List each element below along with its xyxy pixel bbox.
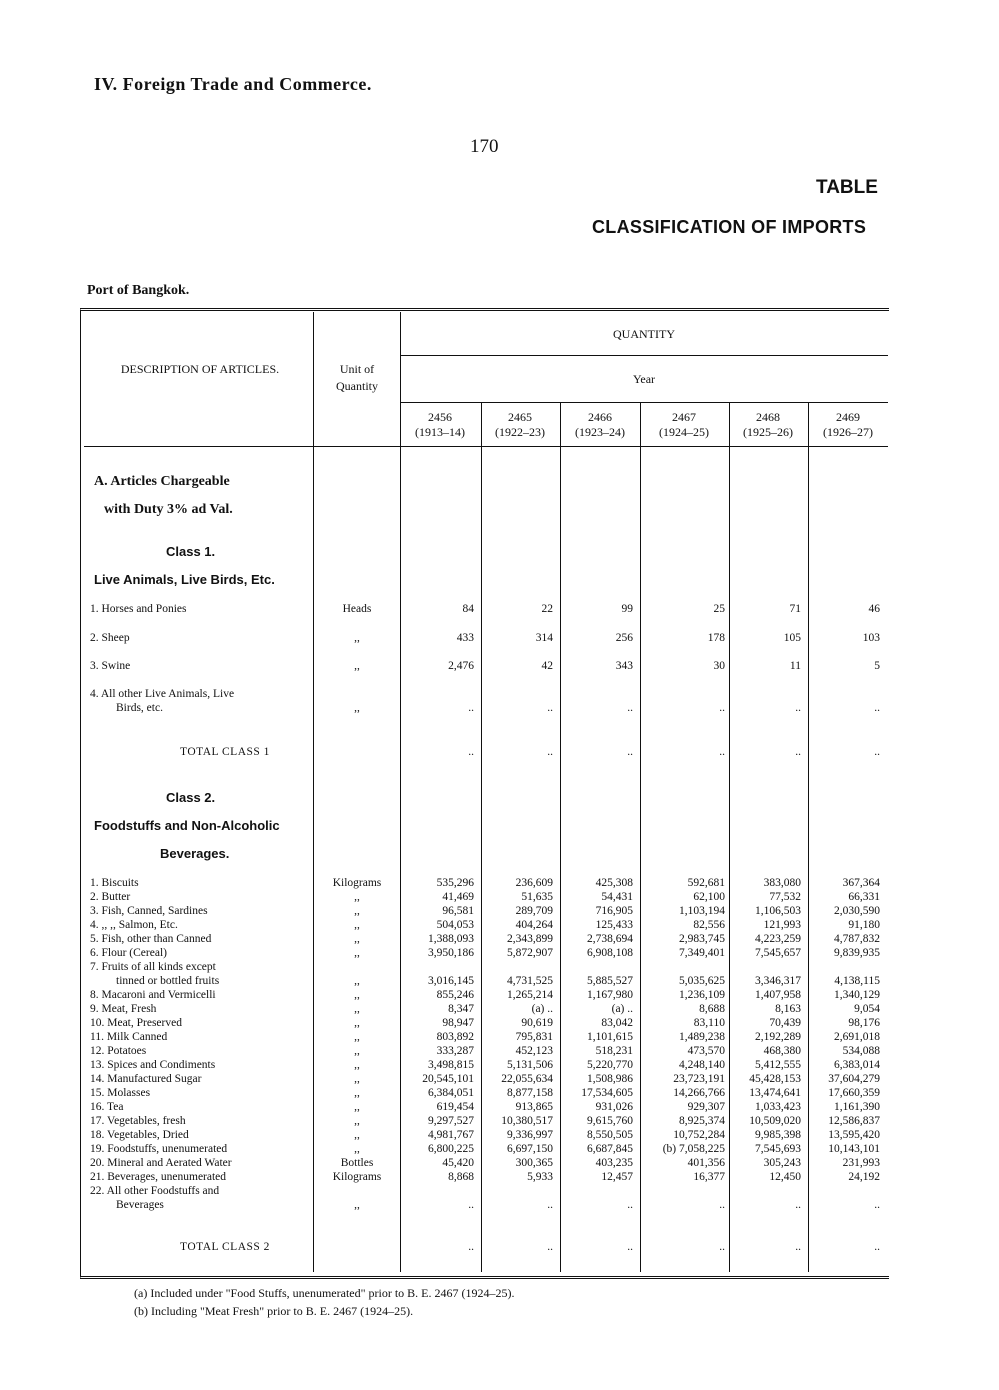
row-value: 367,364 (842, 877, 880, 889)
row-value: 7,545,657 (755, 947, 801, 959)
row-value: 8,347 (448, 1003, 474, 1015)
year-header: Year (632, 372, 656, 386)
row-value: 9,297,527 (428, 1115, 474, 1127)
total-value: .. (547, 1241, 553, 1253)
row-unit: Kilograms (332, 877, 382, 889)
row-unit: Bottles (340, 1157, 374, 1169)
row-value: 305,243 (763, 1157, 801, 1169)
row-value: 22 (541, 603, 553, 615)
year-header-cell (480, 410, 560, 440)
header-rule (400, 402, 888, 403)
row-value: 3,016,145 (428, 975, 474, 987)
row-value: 8,688 (699, 1003, 725, 1015)
row-value: 795,831 (515, 1031, 553, 1043)
row-value: 105 (783, 632, 801, 644)
row-unit: ,, (354, 1115, 360, 1127)
row-unit: ,, (354, 905, 360, 917)
row-value: 5,131,506 (507, 1059, 553, 1071)
row-unit: ,, (354, 947, 360, 959)
row-value: 1,388,093 (428, 933, 474, 945)
row-unit: ,, (354, 660, 360, 672)
row-value: 1,508,986 (587, 1073, 633, 1085)
row-value: 7,349,401 (679, 947, 725, 959)
table-label: TABLE (816, 177, 878, 198)
total-value: .. (795, 746, 801, 758)
year-be: 2467 (672, 410, 696, 424)
column-divider (481, 402, 482, 1272)
column-divider (400, 312, 401, 1272)
row-value: 855,246 (436, 989, 474, 1001)
row-value: 5,933 (527, 1171, 553, 1183)
row-unit: ,, (354, 891, 360, 903)
row-value: 5,885,527 (587, 975, 633, 987)
row-value: 4,981,767 (428, 1129, 474, 1141)
row-value: 2,030,590 (834, 905, 880, 917)
row-value: 99 (621, 603, 633, 615)
row-label-continuation: Birds, etc. (116, 702, 163, 714)
row-unit: ,, (354, 1143, 360, 1155)
row-value: 2,343,899 (507, 933, 553, 945)
class1-title: Class 1. (166, 544, 216, 559)
row-label: 8. Macaroni and Vermicelli (90, 989, 216, 1001)
year-header-cell (644, 410, 724, 440)
row-value: 1,103,194 (679, 905, 725, 917)
year-be: 2456 (428, 410, 452, 424)
row-value: 22,055,634 (501, 1073, 553, 1085)
row-value: 314 (535, 632, 553, 644)
row-value: 236,609 (515, 877, 553, 889)
row-value: .. (468, 1199, 474, 1211)
row-unit: ,, (354, 919, 360, 931)
row-value: 5,035,625 (679, 975, 725, 987)
row-value: 289,709 (515, 905, 553, 917)
year-ad: (1924–25) (659, 425, 709, 439)
row-value: 66,331 (848, 891, 880, 903)
row-value: 42 (541, 660, 553, 672)
row-value: 1,106,503 (755, 905, 801, 917)
row-label-continuation: Beverages (116, 1199, 164, 1211)
row-unit: Heads (342, 603, 372, 615)
row-value: 5,412,555 (755, 1059, 801, 1071)
column-divider (640, 402, 641, 1272)
class1-subtitle: Live Animals, Live Birds, Etc. (94, 572, 275, 587)
row-value: 2,738,694 (587, 933, 633, 945)
total-value: .. (468, 1241, 474, 1253)
quantity-header: QUANTITY (613, 327, 675, 341)
row-value: 8,877,158 (507, 1087, 553, 1099)
row-value: .. (627, 1199, 633, 1211)
row-value: 45,428,153 (749, 1073, 801, 1085)
row-label: 4. All other Live Animals, Live (90, 688, 235, 700)
row-value: 24,192 (848, 1171, 880, 1183)
class2-subtitle-line1: Foodstuffs and Non-Alcoholic (94, 818, 280, 833)
row-label: 7. Fruits of all kinds except (90, 961, 216, 973)
total-label: TOTAL CLASS 2 (180, 1241, 270, 1253)
section-heading: IV. Foreign Trade and Commerce. (94, 74, 372, 94)
row-unit: ,, (354, 1059, 360, 1071)
row-value: 1,167,980 (587, 989, 633, 1001)
row-value: 2,983,745 (679, 933, 725, 945)
row-value: (b) 7,058,225 (662, 1143, 725, 1155)
year-be: 2465 (508, 410, 532, 424)
row-label: 17. Vegetables, fresh (90, 1115, 186, 1127)
row-value: 8,868 (448, 1171, 474, 1183)
total-value: .. (547, 746, 553, 758)
row-value: 12,586,837 (828, 1115, 880, 1127)
row-value: 383,080 (763, 877, 801, 889)
column-divider (808, 402, 809, 1272)
row-label: 16. Tea (90, 1101, 124, 1113)
row-value: .. (719, 1199, 725, 1211)
row-value: 425,308 (595, 877, 633, 889)
row-value: 9,985,398 (755, 1129, 801, 1141)
description-header: DESCRIPTION OF ARTICLES. (120, 362, 280, 376)
row-value: 404,264 (515, 919, 553, 931)
row-value: 90,619 (521, 1017, 553, 1029)
row-value: 103 (862, 632, 880, 644)
row-value: .. (795, 1199, 801, 1211)
row-value: 5,220,770 (587, 1059, 633, 1071)
row-value: 51,635 (521, 891, 553, 903)
row-value: .. (547, 1199, 553, 1211)
row-unit: ,, (354, 702, 360, 714)
row-value: 12,450 (769, 1171, 801, 1183)
row-unit: ,, (354, 1073, 360, 1085)
row-value: 9,615,760 (587, 1115, 633, 1127)
row-value: 84 (462, 603, 474, 615)
row-value: 7,545,693 (755, 1143, 801, 1155)
row-value: 468,380 (763, 1045, 801, 1057)
row-value: .. (547, 702, 553, 714)
year-be: 2468 (756, 410, 780, 424)
total-value: .. (795, 1241, 801, 1253)
year-ad: (1913–14) (415, 425, 465, 439)
row-value: 2,476 (448, 660, 474, 672)
row-value: 9,839,935 (834, 947, 880, 959)
row-label: 15. Molasses (90, 1087, 151, 1099)
row-unit: ,, (354, 1031, 360, 1043)
row-label: 1. Horses and Ponies (90, 603, 187, 615)
year-be: 2466 (588, 410, 612, 424)
row-value: 98,947 (442, 1017, 474, 1029)
row-value: 256 (615, 632, 633, 644)
footnote-a: (a) Included under "Food Stuffs, unenumerated" prior to B. E. 2467 (1924–25). (134, 1286, 515, 1300)
table-title: CLASSIFICATION OF IMPORTS (592, 217, 867, 237)
row-label: 3. Fish, Canned, Sardines (90, 905, 208, 917)
class2-title: Class 2. (166, 790, 216, 805)
row-value: 1,407,958 (755, 989, 801, 1001)
row-value: 6,687,845 (587, 1143, 633, 1155)
row-value: 83,042 (601, 1017, 633, 1029)
footnote-b: (b) Including "Meat Fresh" prior to B. E. 2467 (1924–25). (134, 1304, 414, 1318)
row-value: .. (468, 702, 474, 714)
row-value: (a) .. (611, 1003, 633, 1015)
row-value: 13,595,420 (828, 1129, 880, 1141)
row-label: 4. ,, ,, Salmon, Etc. (90, 919, 178, 931)
row-value: 45,420 (442, 1157, 474, 1169)
row-label: 10. Meat, Preserved (90, 1017, 182, 1029)
total-value: .. (627, 746, 633, 758)
row-unit: ,, (354, 989, 360, 1001)
row-unit: ,, (354, 975, 360, 987)
total-value: .. (719, 746, 725, 758)
row-value: 931,026 (595, 1101, 633, 1113)
row-unit: ,, (354, 632, 360, 644)
row-value: 1,340,129 (834, 989, 880, 1001)
row-value: 3,950,186 (428, 947, 474, 959)
row-value: 25 (713, 603, 725, 615)
total-value: .. (874, 746, 880, 758)
row-value: 16,377 (693, 1171, 725, 1183)
row-unit: ,, (354, 1045, 360, 1057)
year-be: 2469 (836, 410, 860, 424)
section-a-line1: A. Articles Chargeable (94, 474, 230, 489)
row-value: 125,433 (595, 919, 633, 931)
row-value: 23,723,191 (673, 1073, 725, 1085)
row-value: 6,384,051 (428, 1087, 474, 1099)
row-value: 4,138,115 (834, 975, 880, 987)
header-rule (84, 446, 888, 447)
row-value: 2,691,018 (834, 1031, 880, 1043)
row-value: 2,192,289 (755, 1031, 801, 1043)
row-value: .. (719, 702, 725, 714)
row-label: 11. Milk Canned (90, 1031, 168, 1043)
row-value: 1,489,238 (679, 1031, 725, 1043)
row-label: 13. Spices and Condiments (90, 1059, 216, 1071)
row-value: 6,383,014 (834, 1059, 880, 1071)
year-ad: (1923–24) (575, 425, 625, 439)
row-label: 19. Foodstuffs, unenumerated (90, 1143, 228, 1155)
row-value: 300,365 (515, 1157, 553, 1169)
row-value: 4,248,140 (679, 1059, 725, 1071)
row-value: 929,307 (687, 1101, 725, 1113)
column-divider (729, 402, 730, 1272)
row-value: 3,346,317 (755, 975, 801, 987)
row-value: 6,908,108 (587, 947, 633, 959)
row-value: 82,556 (693, 919, 725, 931)
row-value: 534,088 (842, 1045, 880, 1057)
year-ad: (1922–23) (495, 425, 545, 439)
row-value: 504,053 (436, 919, 474, 931)
year-ad: (1926–27) (823, 425, 873, 439)
row-value: 518,231 (595, 1045, 633, 1057)
year-header-cell (808, 410, 888, 440)
row-value: 10,509,020 (749, 1115, 801, 1127)
header-rule (400, 355, 888, 356)
row-value: 913,865 (515, 1101, 553, 1113)
row-value: 1,236,109 (679, 989, 725, 1001)
row-unit: ,, (354, 1087, 360, 1099)
row-value: 6,800,225 (428, 1143, 474, 1155)
row-value: 1,161,390 (834, 1101, 880, 1113)
row-value: .. (874, 1199, 880, 1211)
row-label: 1. Biscuits (90, 877, 139, 889)
total-value: .. (874, 1241, 880, 1253)
row-value: 30 (713, 660, 725, 672)
row-label: 2. Butter (90, 891, 131, 903)
row-value: 452,123 (515, 1045, 553, 1057)
unit-header: Unit of Quantity (336, 362, 378, 393)
year-header-cell (728, 410, 808, 440)
row-value: 83,110 (693, 1017, 725, 1029)
row-label: 9. Meat, Fresh (90, 1003, 157, 1015)
total-value: .. (468, 746, 474, 758)
total-label: TOTAL CLASS 1 (180, 746, 270, 758)
row-value: 20,545,101 (422, 1073, 474, 1085)
port-label: Port of Bangkok. (87, 283, 190, 298)
row-value: 41,469 (442, 891, 474, 903)
row-value: .. (795, 702, 801, 714)
row-value: 4,223,259 (755, 933, 801, 945)
row-value: 54,431 (601, 891, 633, 903)
row-label-continuation: tinned or bottled fruits (116, 975, 220, 987)
row-value: 403,235 (595, 1157, 633, 1169)
row-value: 535,296 (436, 877, 474, 889)
row-value: 8,925,374 (679, 1115, 725, 1127)
row-value: 3,498,815 (428, 1059, 474, 1071)
year-ad: (1925–26) (743, 425, 793, 439)
row-value: 12,457 (601, 1171, 633, 1183)
row-value: 5,872,907 (507, 947, 553, 959)
row-value: .. (874, 702, 880, 714)
row-label: 21. Beverages, unenumerated (90, 1171, 227, 1183)
row-value: 71 (789, 603, 801, 615)
row-value: 10,752,284 (673, 1129, 725, 1141)
row-value: 231,993 (842, 1157, 880, 1169)
row-value: 1,101,615 (587, 1031, 633, 1043)
row-value: 1,033,423 (755, 1101, 801, 1113)
row-value: 716,905 (595, 905, 633, 917)
row-value: 178 (707, 632, 725, 644)
row-value: 433 (456, 632, 474, 644)
total-value: .. (719, 1241, 725, 1253)
row-value: 1,265,214 (507, 989, 553, 1001)
row-value: 121,993 (763, 919, 801, 931)
row-value: 803,892 (436, 1031, 474, 1043)
column-divider (313, 312, 314, 1272)
row-value: 37,604,279 (828, 1073, 880, 1085)
row-value: 10,380,517 (501, 1115, 553, 1127)
year-header-cell (400, 410, 480, 440)
row-value: 343 (615, 660, 633, 672)
row-unit: ,, (354, 1017, 360, 1029)
row-label: 12. Potatoes (90, 1045, 147, 1057)
row-value: .. (627, 702, 633, 714)
row-value: 8,163 (775, 1003, 801, 1015)
row-value: 77,532 (769, 891, 801, 903)
row-label: 22. All other Foodstuffs and (90, 1185, 220, 1197)
row-unit: Kilograms (332, 1171, 382, 1183)
row-value: 4,731,525 (507, 975, 553, 987)
row-unit: ,, (354, 933, 360, 945)
row-label: 14. Manufactured Sugar (90, 1073, 202, 1085)
row-label: 18. Vegetables, Dried (90, 1129, 189, 1141)
row-label: 3. Swine (90, 660, 131, 672)
row-value: 401,356 (687, 1157, 725, 1169)
row-unit: ,, (354, 1003, 360, 1015)
row-value: 62,100 (693, 891, 725, 903)
row-value: 592,681 (687, 877, 725, 889)
column-divider (560, 402, 561, 1272)
section-a-line2: with Duty 3% ad Val. (104, 502, 233, 517)
row-value: 17,534,605 (581, 1087, 633, 1099)
row-unit: ,, (354, 1129, 360, 1141)
row-value: 14,266,766 (673, 1087, 725, 1099)
row-value: 13,474,641 (749, 1087, 801, 1099)
row-value: (a) .. (531, 1003, 553, 1015)
row-value: 10,143,101 (828, 1143, 880, 1155)
row-value: 98,176 (848, 1017, 880, 1029)
class2-subtitle-line2: Beverages. (160, 846, 230, 861)
total-value: .. (627, 1241, 633, 1253)
year-header-cell (560, 410, 640, 440)
row-value: 4,787,832 (834, 933, 880, 945)
row-value: 17,660,359 (828, 1087, 880, 1099)
row-value: 333,287 (436, 1045, 474, 1057)
row-value: 8,550,505 (587, 1129, 633, 1141)
row-value: 91,180 (848, 919, 880, 931)
row-value: 70,439 (769, 1017, 801, 1029)
row-label: 6. Flour (Cereal) (90, 947, 167, 959)
row-value: 46 (868, 603, 880, 615)
row-label: 5. Fish, other than Canned (90, 933, 212, 945)
row-label: 2. Sheep (90, 632, 130, 644)
row-unit: ,, (354, 1101, 360, 1113)
row-value: 96,581 (442, 905, 474, 917)
row-value: 6,697,150 (507, 1143, 553, 1155)
row-value: 9,336,997 (507, 1129, 553, 1141)
row-value: 9,054 (854, 1003, 880, 1015)
row-value: 619,454 (436, 1101, 474, 1113)
row-value: 11 (789, 660, 801, 672)
row-value: 5 (874, 660, 880, 672)
row-unit: ,, (354, 1199, 360, 1211)
row-label: 20. Mineral and Aerated Water (90, 1157, 232, 1169)
page-number: 170 (470, 136, 499, 157)
row-value: 473,570 (687, 1045, 725, 1057)
